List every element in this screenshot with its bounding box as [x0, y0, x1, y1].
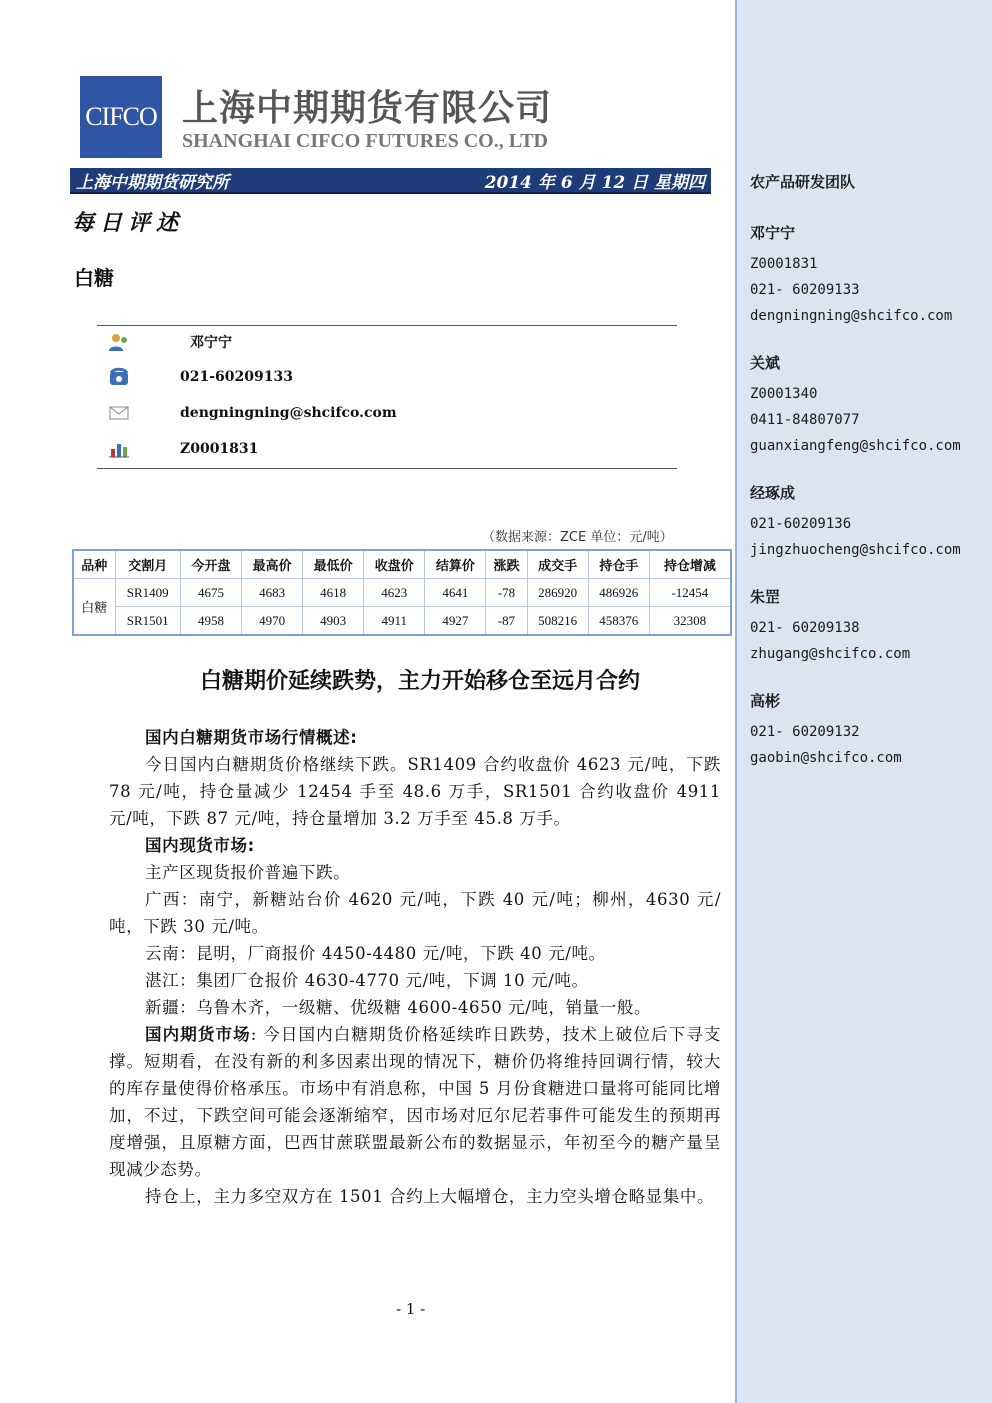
contact-block — [750, 482, 961, 563]
analyst-email-row — [108, 401, 397, 425]
contact-line: 021- 60209132 — [750, 724, 860, 740]
table-cell: 4641 — [425, 579, 486, 607]
column-header: 结算价 — [425, 550, 486, 579]
paragraph: 今日国内白糖期货价格继续下跌。SR1409 合约收盘价 4623 元/吨，下跌 78 元/吨，持仓量减少 12454 手至 48.6 万手，SR1501 合约收盘价 4911 元/吨，下跌 87 元/吨，持仓量增加 3.2 万手至 45.8 万手。 — [109, 755, 721, 828]
paragraph: 湛江：集团厂仓报价 4630-4770 元/吨，下调 10 元/吨。 — [145, 971, 589, 990]
report-date: 2014 年 6 月 12 日 星期四 — [484, 172, 705, 193]
column-header: 最高价 — [242, 550, 303, 579]
divider — [97, 468, 677, 469]
table-cell: SR1409 — [115, 579, 180, 607]
commodity-title: 白糖 — [74, 266, 114, 290]
table-cell: 4958 — [180, 607, 241, 636]
article-body — [109, 724, 721, 1210]
table-cell: 4683 — [242, 579, 303, 607]
contact-line: 021-60209136 — [750, 516, 852, 532]
table-cell: 4623 — [364, 579, 425, 607]
report-title: 每日评述 — [72, 210, 185, 236]
contact-line: 0411-84807077 — [750, 412, 860, 428]
envelope-icon — [108, 403, 130, 423]
contact-email[interactable]: jingzhuocheng@shcifco.com — [750, 542, 961, 558]
analyst-license-row — [108, 437, 258, 461]
column-header: 涨跌 — [486, 550, 527, 579]
header-banner — [70, 168, 711, 194]
column-header: 最低价 — [303, 550, 364, 579]
quote-table — [72, 549, 732, 636]
table-cell: -78 — [486, 579, 527, 607]
contact-email[interactable]: gaobin@shcifco.com — [750, 750, 902, 766]
analyst-phone: 021-60209133 — [180, 369, 293, 385]
paragraph: 广西：南宁，新糖站台价 4620 元/吨，下跌 40 元/吨；柳州，4630 元/吨，下跌 30 元/吨。 — [109, 890, 721, 936]
table-header-row — [73, 550, 731, 579]
analyst-name: 邓宁宁 — [190, 335, 232, 351]
contact-line: Z0001340 — [750, 386, 818, 402]
contact-name: 邓宁宁 — [750, 224, 796, 242]
contact-block — [750, 222, 952, 329]
variety-cell: 白糖 — [73, 579, 115, 636]
analyst-name-row — [108, 330, 232, 354]
paragraph: 云南：昆明，厂商报价 4450-4480 元/吨，下跌 40 元/吨。 — [145, 944, 606, 963]
paragraph: 新疆：乌鲁木齐，一级糖、优级糖 4600-4650 元/吨，销量一般。 — [145, 998, 652, 1017]
person-icon — [108, 332, 130, 352]
table-cell: 4618 — [303, 579, 364, 607]
table-cell: 4927 — [425, 607, 486, 636]
contact-block — [750, 352, 961, 459]
table-row — [73, 579, 731, 607]
contact-email[interactable]: dengningning@shcifco.com — [750, 308, 953, 324]
column-header: 收盘价 — [364, 550, 425, 579]
paragraph: 主产区现货报价普遍下跌。 — [145, 863, 351, 882]
table-cell: 508216 — [527, 607, 588, 636]
table-cell: -12454 — [649, 579, 731, 607]
contact-email[interactable]: guanxiangfeng@shcifco.com — [750, 438, 961, 454]
table-cell: SR1501 — [115, 607, 180, 636]
table-cell: 458376 — [588, 607, 649, 636]
page-number: - 1 - — [396, 1300, 426, 1318]
table-row — [73, 607, 731, 636]
company-name-cn: 上海中期期货有限公司 — [182, 88, 553, 129]
section-title: 国内现货市场: — [145, 836, 255, 855]
analyst-license: Z0001831 — [180, 441, 259, 457]
company-logo: CIFCO — [80, 76, 162, 158]
table-cell: 4675 — [180, 579, 241, 607]
divider — [97, 325, 677, 326]
paragraph: 持仓上，主力多空双方在 1501 合约上大幅增仓，主力空头增仓略显集中。 — [145, 1187, 715, 1206]
contact-name: 高彬 — [750, 692, 781, 710]
contact-line: 021- 60209133 — [750, 282, 860, 298]
analyst-phone-row — [108, 365, 293, 389]
contact-name: 经琢成 — [750, 484, 796, 502]
article-headline: 白糖期价延续跌势，主力开始移仓至远月合约 — [199, 669, 640, 694]
column-header: 今开盘 — [180, 550, 241, 579]
contact-name: 关斌 — [750, 354, 781, 372]
column-header: 持仓手 — [588, 550, 649, 579]
data-source-note: （数据来源：ZCE 单位：元/吨） — [482, 530, 673, 545]
phone-icon — [108, 367, 130, 387]
section-title: 国内期货市场 — [145, 1025, 251, 1044]
table-cell: -87 — [486, 607, 527, 636]
company-name-en: SHANGHAI CIFCO FUTURES CO., LTD — [182, 130, 548, 152]
contact-line: Z0001831 — [750, 256, 818, 272]
table-cell: 32308 — [649, 607, 731, 636]
contact-line: 021- 60209138 — [750, 620, 860, 636]
table-cell: 4903 — [303, 607, 364, 636]
contact-name: 朱罡 — [750, 588, 781, 606]
column-header: 交割月 — [115, 550, 180, 579]
table-cell: 4911 — [364, 607, 425, 636]
analyst-email[interactable]: dengningning@shcifco.com — [180, 405, 397, 421]
column-header: 品种 — [73, 550, 115, 579]
table-cell: 486926 — [588, 579, 649, 607]
column-header: 持仓增减 — [649, 550, 731, 579]
section-title: 国内白糖期货市场行情概述: — [145, 728, 358, 747]
institute-name: 上海中期期货研究所 — [76, 172, 229, 193]
contact-block — [750, 690, 902, 771]
column-header: 成交手 — [527, 550, 588, 579]
chart-icon — [108, 439, 130, 459]
paragraph: : 今日国内白糖期货价格延续昨日跌势，技术上破位后下寻支撑。短期看，在没有新的利多因素出现的情况下，糖价仍将维持回调行情，较大的库存量使得价格承压。市场中有消息称，中国 5 月份食糖进口量将可能同比增加，不过，下跌空间可能会逐渐缩窄，因市场对厄尔尼若事件可能发生的预期再度增强，且原糖方面，巴西甘蔗联盟最新公布的数据显示，年初至今的糖产量呈现减少态势。 — [109, 1025, 721, 1179]
table-cell: 4970 — [242, 607, 303, 636]
table-cell: 286920 — [527, 579, 588, 607]
team-title: 农产品研发团队 — [750, 173, 856, 191]
contact-block — [750, 586, 910, 667]
contact-email[interactable]: zhugang@shcifco.com — [750, 646, 911, 662]
